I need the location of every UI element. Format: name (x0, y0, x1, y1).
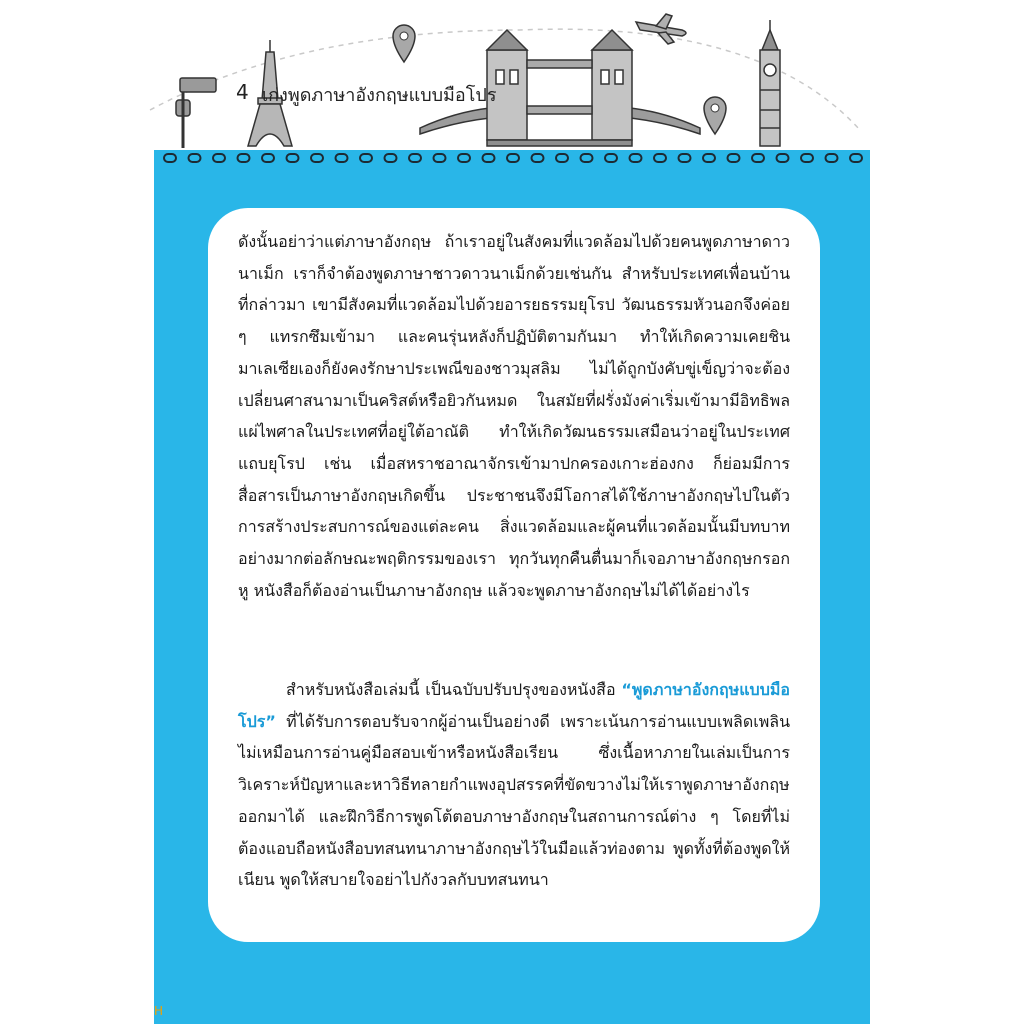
body-paragraph (238, 674, 790, 896)
page-number: 4 (236, 80, 249, 104)
binding-ring (409, 154, 421, 162)
binding-ring (189, 154, 201, 162)
binding-ring (556, 154, 568, 162)
binding-ring (483, 154, 495, 162)
binding-ring (336, 154, 348, 162)
binding-ring (262, 154, 274, 162)
body-paragraph: ดังนั้นอย่าว่าแต่ภาษาอังกฤษ ถ้าเราอยู่ในสังคมที่แวดล้อมไปด้วยคนพูดภาษาดาวนาเม็ก เราก็จำต้องพูดภาษาชาวดาวนาเม็กด้วยเช่นกัน สำหรับประเทศเพื่อนบ้านที่กล่าวมา เขามีสังคมที่แวดล้อมไปด้วยอารยธรรมยุโรป วัฒนธรรมหัวนอกจึงค่อย ๆ แทรกซึมเข้ามา และคนรุ่นหลังก็ปฏิบัติตามกันมา ทำให้เกิดความเคยชิน มาเลเซียเองก็ยังคงรักษาประเพณีของชาวมุสลิม ไม่ได้ถูกบังคับขู่เข็ญว่าจะต้องเปลี่ยนศาสนามาเป็นคริสต์หรือยิวกันหมด ในสมัยที่ฝรั่งมังค่าเริ่มเข้ามามีอิทธิพลแผ่ไพศาลในประเทศที่อยู่ใต้อาณัติ ทำให้เกิดวัฒนธรรมเสมือนว่าอยู่ในประเทศแถบยุโรป เช่น เมื่อสหราชอาณาจักรเข้ามาปกครองเกาะฮ่องกง ก็ย่อมมีการสื่อสารเป็นภาษาอังกฤษเกิดขึ้น ประชาชนจึงมีโอกาสได้ใช้ภาษาอังกฤษไปในตัว การสร้างประสบการณ์ของแต่ละคน สิ่งแวดล้อมและผู้คนที่แวดล้อมนั้นมีบทบาทอย่างมากต่อลักษณะพฤติกรรมของเรา ทุกวันทุกคืนตื่นมาก็เจอภาษาอังกฤษกรอกหู หนังสือก็ต้องอ่านเป็นภาษาอังกฤษ แล้วจะพูดภาษาอังกฤษไม่ได้ได้อย่างไร (238, 232, 790, 600)
binding-ring (458, 154, 470, 162)
binding-ring (752, 154, 764, 162)
binding-ring (213, 154, 225, 162)
binding-ring (360, 154, 372, 162)
book-title: เก่งพูดภาษาอังกฤษแบบมือโปร (262, 85, 497, 106)
paragraph-text: สำหรับหนังสือเล่มนี้ เป็นฉบับปรับปรุงของหนังสือ (286, 680, 622, 699)
binding-ring (385, 154, 397, 162)
binding-ring (654, 154, 666, 162)
page-header (0, 0, 1024, 150)
binding-ring (826, 154, 838, 162)
binding-ring (801, 154, 813, 162)
binding-ring (777, 154, 789, 162)
binding-ring (311, 154, 323, 162)
paragraph-text: ที่ได้รับการตอบรับจากผู้อ่านเป็นอย่างดี เพราะเน้นการอ่านแบบเพลิดเพลิน ไม่เหมือนการอ่านคู่มือสอบเข้าหรือหนังสือเรียน ซึ่งเนื้อหาภายในเล่มเป็นการวิเคราะห์ปัญหาและหาวิธีทลายกำแพงอุปสรรคที่ขัดขวางไม่ให้เราพูดภาษาอังกฤษออกมาได้ และฝึกวิธีการพูดโต้ตอบภาษาอังกฤษในสถานการณ์ต่าง ๆ โดยที่ไม่ต้องแอบถือหนังสือบทสนทนาภาษาอังกฤษไว้ในมือแล้วท่องตาม พูดทั้งที่ต้องพูดให้เนียน พูดให้สบายใจอย่าไปกังวลกับบทสนทนา (238, 711, 790, 890)
big-ben-icon (760, 20, 780, 146)
text-card (208, 208, 820, 942)
corner-mark: H (154, 1004, 164, 1018)
bus-stop-sign-icon (176, 78, 216, 148)
binding-ring (238, 154, 250, 162)
binding-ring (287, 154, 299, 162)
spiral-binding (154, 150, 870, 170)
highlighted-book-title: “พูดภาษาอังกฤษแบบมือโปร” (238, 680, 790, 731)
binding-ring (728, 154, 740, 162)
binding-ring (605, 154, 617, 162)
binding-ring (850, 154, 862, 162)
binding-ring (630, 154, 642, 162)
map-pin-icon (704, 97, 726, 134)
binding-ring (434, 154, 446, 162)
binding-ring (164, 154, 176, 162)
binding-ring (679, 154, 691, 162)
binding-ring (507, 154, 519, 162)
map-pin-icon (393, 25, 415, 62)
landmark-illustrations (0, 0, 1024, 150)
binding-ring (703, 154, 715, 162)
binding-ring (532, 154, 544, 162)
binding-ring (581, 154, 593, 162)
